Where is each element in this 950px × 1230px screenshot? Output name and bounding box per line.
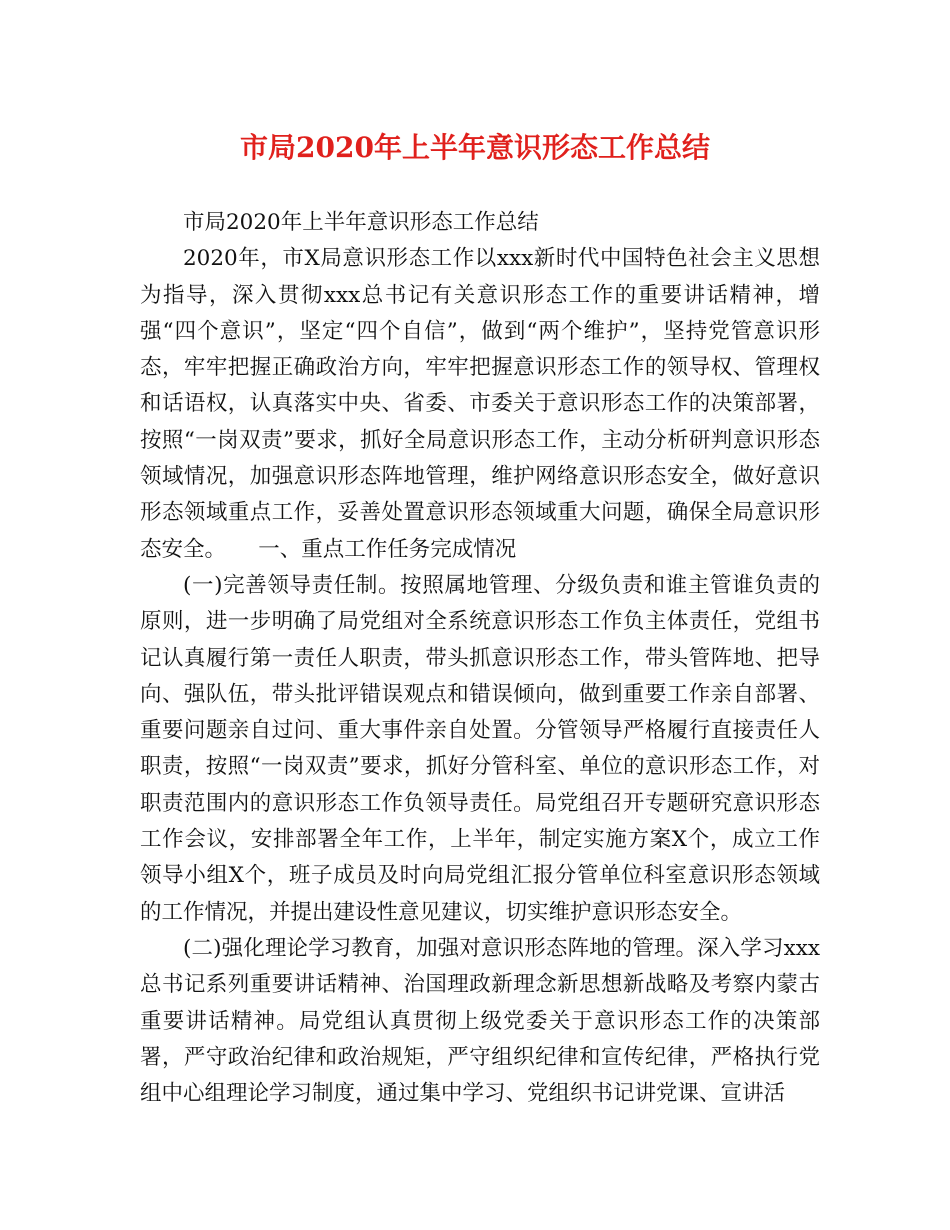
document-body: [140, 205, 820, 1112]
document-title: 市局2020年上半年意识形态工作总结: [240, 131, 710, 164]
paragraph-section-1: (一)完善领导责任制。按照属地管理、分级负责和谁主管谁负责的原则，进一步明确了局党组对全系统意识形态工作负主体责任，党组书记认真履行第一责任人职责，带头抓意识形态工作，带头管阵地、把导向、强队伍，带头批评错误观点和错误倾向，做到重要工作亲自部署、重要问题亲自过问、重大事件亲自处置。分管领导严格履行直接责任人职责，按照“一岗双责”要求，抓好分管科室、单位的意识形态工作，对职责范围内的意识形态工作负领导责任。局党组召开专题研究意识形态工作会议，安排部署全年工作，上半年，制定实施方案X个，成立工作领导小组X个，班子成员及时向局党组汇报分管单位科室意识形态领域的工作情况，并提出建设性意见建议，切实维护意识形态安全。: [140, 572, 820, 925]
paragraph-intro: 2020年，市X局意识形态工作以xxx新时代中国特色社会主义思想为指导，深入贯彻xxx总书记有关意识形态工作的重要讲话精神，增强“四个意识”，坚定“四个自信”，做到“两个维护”，坚持党管意识形态，牢牢把握正确政治方向，牢牢把握意识形态工作的领导权、管理权和话语权，认真落实中央、省委、市委关于意识形态工作的决策部署，按照“一岗双责”要求，抓好全局意识形态工作，主动分析研判意识形态领域情况，加强意识形态阵地管理，维护网络意识形态安全，做好意识形态领域重点工作，妥善处置意识形态领域重大问题，确保全局意识形态安全。 一、重点工作任务完成情况: [140, 246, 820, 562]
paragraph-section-2: (二)强化理论学习教育，加强对意识形态阵地的管理。深入学习xxx总书记系列重要讲话精神、治国理政新理念新思想新战略及考察内蒙古重要讲话精神。局党组认真贯彻上级党委关于意识形态工作的决策部署，严守政治纪律和政治规矩，严守组织纪律和宣传纪律，严格执行党组中心组理论学习制度，通过集中学习、党组织书记讲党课、宣讲活: [140, 935, 820, 1107]
paragraph-subtitle: 市局2020年上半年意识形态工作总结: [183, 210, 539, 235]
